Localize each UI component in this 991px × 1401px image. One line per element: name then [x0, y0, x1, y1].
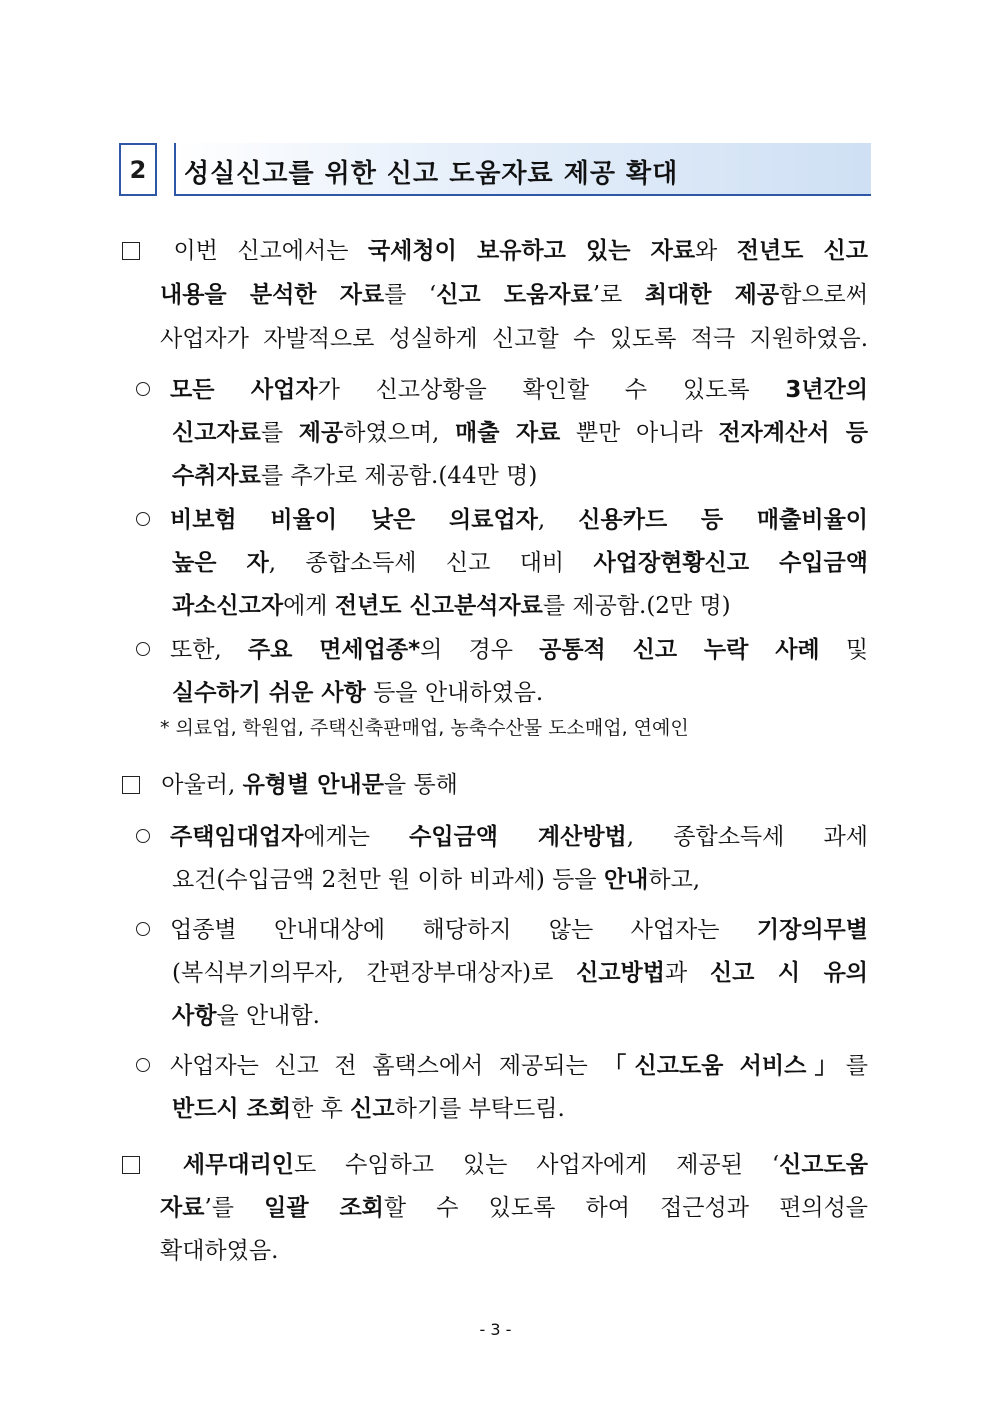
- circle-bullet-icon: [136, 642, 150, 656]
- bullet1-line2: 신고자료를 제공하였으며, 매출 자료 뿐만 아니라 전자계산서 등: [172, 420, 868, 446]
- circle-bullet-icon: [136, 512, 150, 526]
- bullet4-line2: 요건(수입금액 2천만 원 이하 비과세) 등을 안내하고,: [172, 867, 701, 893]
- bullet3-line2: 실수하기 쉬운 사항 등을 안내하였음.: [172, 680, 544, 706]
- bullet6-line2: 반드시 조회한 후 신고하기를 부탁드림.: [172, 1096, 565, 1122]
- bullet1-line3: 수취자료를 추가로 제공함.(44만 명): [172, 463, 538, 489]
- bullet5-line2: (복식부기의무자, 간편장부대상자)로 신고방법과 신고 시 유의: [172, 960, 869, 986]
- checkbox-square-icon: [122, 1156, 140, 1174]
- para3-line1: 세무대리인도 수임하고 있는 사업자에게 제공된 ‘신고도움: [122, 1150, 868, 1180]
- page-number: - 3 -: [479, 1320, 512, 1339]
- section-header: [119, 143, 871, 198]
- bullet2-line2: 높은 자, 종합소득세 신고 대비 사업장현황신고 수입금액: [172, 550, 868, 576]
- footnote: * 의료업, 학원업, 주택신축판매업, 농축수산물 도소매업, 연예인: [160, 717, 689, 739]
- circle-bullet-icon: [136, 382, 150, 396]
- bullet5-line1: 업종별 안내대상에 해당하지 않는 사업자는 기장의무별: [136, 915, 868, 945]
- para3-line2: 자료’를 일괄 조회할 수 있도록 하여 접근성과 편의성을: [160, 1195, 869, 1221]
- circle-bullet-icon: [136, 1058, 150, 1072]
- bullet4-line1: 주택임대업자에게는 수입금액 계산방법, 종합소득세 과세: [136, 822, 868, 852]
- bullet2-line1: 비보험 비율이 낮은 의료업자, 신용카드 등 매출비율이: [136, 505, 868, 535]
- checkbox-square-icon: [122, 776, 140, 794]
- section-title: 성실신고를 위한 신고 도움자료 제공 확대: [184, 159, 679, 189]
- circle-bullet-icon: [136, 829, 150, 843]
- circle-bullet-icon: [136, 922, 150, 936]
- para1-line2: 내용을 분석한 자료를 ‘신고 도움자료’로 최대한 제공함으로써: [160, 282, 868, 308]
- para3-line3: 확대하였음.: [160, 1238, 279, 1264]
- section-number: 2: [119, 143, 157, 196]
- bullet5-line3: 사항을 안내함.: [172, 1003, 320, 1029]
- bullet6-line1: 사업자는 신고 전 홈택스에서 제공되는 「신고도움 서비스」를: [136, 1051, 868, 1081]
- bullet1-line1: 모든 사업자가 신고상황을 확인할 수 있도록 3년간의: [136, 375, 868, 405]
- para1-line3: 사업자가 자발적으로 성실하게 신고할 수 있도록 적극 지원하였음.: [160, 326, 868, 352]
- para2-line1: 아울러, 유형별 안내문을 통해: [122, 770, 458, 800]
- bullet2-line3: 과소신고자에게 전년도 신고분석자료를 제공함.(2만 명): [172, 593, 731, 619]
- para1-line1: 이번 신고에서는 국세청이 보유하고 있는 자료와 전년도 신고: [122, 236, 868, 266]
- checkbox-square-icon: [122, 242, 140, 260]
- bullet3-line1: 또한, 주요 면세업종*의 경우 공통적 신고 누락 사례 및: [136, 635, 868, 665]
- section-title-box: [174, 143, 871, 196]
